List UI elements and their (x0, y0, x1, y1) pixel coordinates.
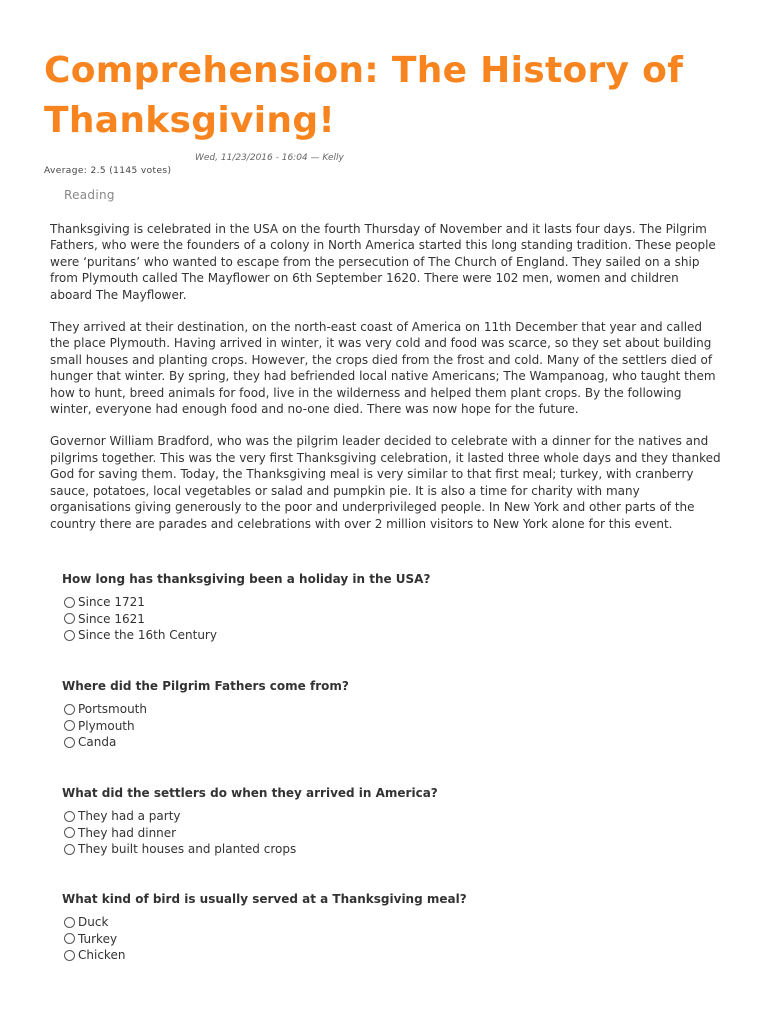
radio-button[interactable] (64, 597, 75, 608)
rating-average: Average: 2.5 (1145 votes) (44, 166, 172, 176)
page-title: Comprehension: The History of Thanksgiving! (44, 50, 684, 141)
quiz-question-3 (62, 785, 712, 858)
option-label: They had a party (78, 809, 181, 824)
answer-option[interactable] (62, 594, 712, 611)
radio-button[interactable] (64, 737, 75, 748)
question-text: What kind of bird is usually served at a Thanksgiving meal? (62, 892, 467, 906)
option-label: Turkey (78, 931, 118, 946)
radio-button[interactable] (64, 811, 75, 822)
quiz-question-2 (62, 678, 712, 751)
answer-option[interactable] (62, 611, 712, 628)
answer-option[interactable] (62, 808, 712, 825)
article-paragraph: Thanksgiving is celebrated in the USA on the fourth Thursday of November and it lasts four days. The Pilgrim Fathers, who were the founders of a colony in North America started this long standing tradition. These people were ‘puritans’ who wanted to escape from the persecution of The Church of England. They sailed on a ship from Plymouth called The Mayflower on 6th September 1620. There were 102 men, women and children aboard The Mayflower. (50, 222, 716, 302)
quiz-question-4 (62, 891, 712, 964)
answer-option[interactable] (62, 947, 712, 964)
radio-button[interactable] (64, 630, 75, 641)
option-label: Canda (78, 735, 117, 750)
quiz-question-1 (62, 571, 712, 644)
radio-button[interactable] (64, 613, 75, 624)
answer-option[interactable] (62, 914, 712, 931)
answer-option[interactable] (62, 825, 712, 842)
answer-option[interactable] (62, 718, 712, 735)
article-paragraph: Governor William Bradford, who was the pilgrim leader decided to celebrate with a dinner for the natives and pilgrims together. This was the very first Thanksgiving celebration, it lasted three whole days and they thanked God for saving them. Today, the Thanksgiving meal is very similar to that first meal; turkey, with cranberry sauce, potatoes, local vegetables or salad and pumpkin pie. It is also a time for charity with many organisations giving generously to the poor and underprivileged people. In New York and other parts of the country there are parades and celebrations with over 2 million visitors to New York alone for this event. (50, 434, 721, 531)
option-label: Portsmouth (78, 702, 147, 717)
option-label: Since 1721 (78, 595, 145, 610)
answer-option[interactable] (62, 931, 712, 948)
radio-button[interactable] (64, 950, 75, 961)
category-tag-reading[interactable]: Reading (64, 188, 115, 202)
article-paragraph: They arrived at their destination, on the north-east coast of America on 11th December that year and called the place Plymouth. Having arrived in winter, it was very cold and food was scarce, so they set about building small houses and planting crops. However, the crops died from the frost and cold. Many of the settlers died of hunger that winter. By spring, they had befriended local native Americans; The Wampanoag, who taught them how to hunt, breed animals for food, live in the wilderness and helped them plant crops. By the following winter, everyone had enough food and no-one died. There was now hope for the future. (50, 320, 716, 417)
option-label: Since 1621 (78, 611, 145, 626)
article-body (50, 221, 722, 548)
answer-option[interactable] (62, 701, 712, 718)
answer-option[interactable] (62, 627, 712, 644)
question-text: Where did the Pilgrim Fathers come from? (62, 679, 349, 693)
answer-option[interactable] (62, 841, 712, 858)
post-meta: Wed, 11/23/2016 - 16:04 — Kelly (195, 153, 344, 163)
option-label: Since the 16th Century (78, 628, 217, 643)
radio-button[interactable] (64, 827, 75, 838)
radio-button[interactable] (64, 917, 75, 928)
option-label: They built houses and planted crops (78, 842, 297, 857)
option-label: Plymouth (78, 718, 135, 733)
answer-option[interactable] (62, 734, 712, 751)
radio-button[interactable] (64, 933, 75, 944)
radio-button[interactable] (64, 704, 75, 715)
question-text: What did the settlers do when they arrived in America? (62, 786, 438, 800)
radio-button[interactable] (64, 720, 75, 731)
option-label: They had dinner (78, 825, 177, 840)
option-label: Duck (78, 915, 109, 930)
radio-button[interactable] (64, 844, 75, 855)
option-label: Chicken (78, 948, 126, 963)
question-text: How long has thanksgiving been a holiday in the USA? (62, 572, 431, 586)
